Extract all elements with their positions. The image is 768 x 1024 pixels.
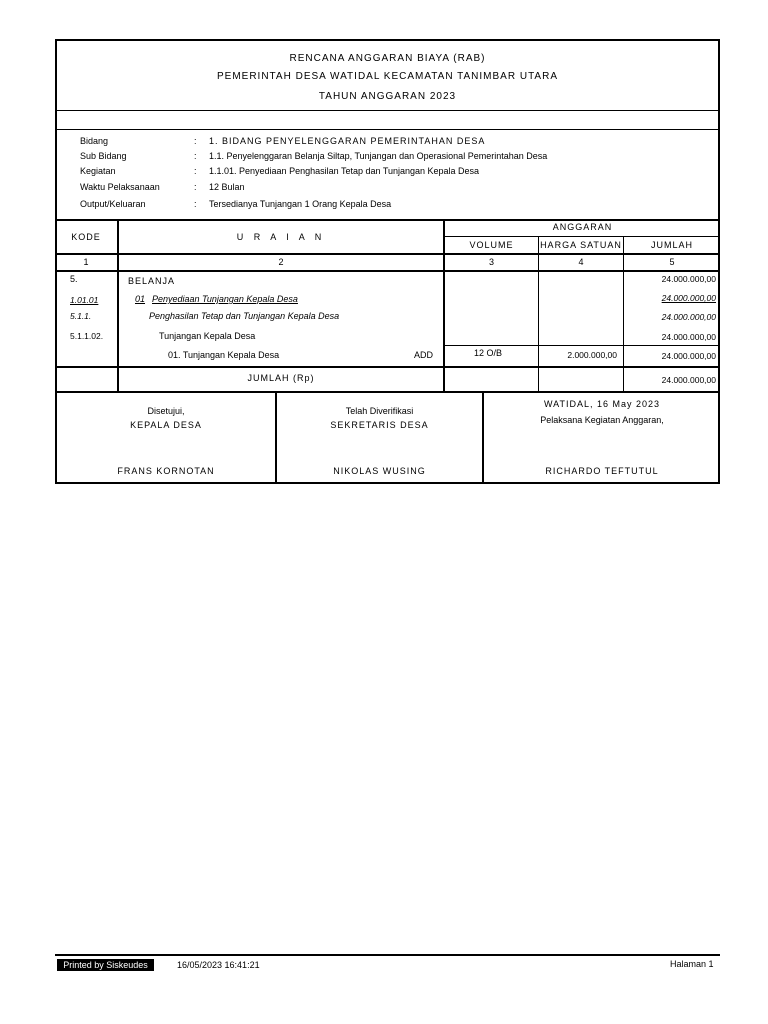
col-header-kode: KODE [71, 232, 101, 242]
col-header-anggaran: ANGGARAN [552, 222, 613, 232]
table-top-border [55, 219, 720, 221]
row-volume: 12 O/B [474, 348, 503, 358]
header-title: RENCANA ANGGARAN BIAYA (RAB) [289, 53, 486, 64]
info-label-kegiatan: Kegiatan [80, 166, 116, 176]
footer-printed-by: Printed by Siskeudes [57, 959, 154, 971]
col-number-2: 2 [278, 257, 284, 267]
divider [55, 110, 720, 111]
col-number-4: 4 [578, 257, 584, 267]
row-uraian: Tunjangan Kepala Desa [159, 331, 256, 341]
info-label-bidang: Bidang [80, 136, 109, 146]
row-uraian: BELANJA [128, 276, 176, 286]
table-number-border [55, 270, 720, 272]
signature-verified-label: Telah Diverifikasi [345, 406, 414, 416]
info-colon: : [194, 182, 197, 192]
row-uraian: Penghasilan Tetap dan Tunjangan Kepala Desa [149, 311, 340, 321]
anggaran-divider [444, 236, 720, 237]
signature-approved-name: FRANS KORNOTAN [117, 466, 215, 476]
col-header-uraian: U R A I A N [236, 232, 326, 242]
table-body-border [55, 366, 720, 368]
signature-approved-label: Disetujui, [147, 406, 185, 416]
footer-page-number: Halaman 1 [670, 959, 714, 969]
info-value-bidang: 1. BIDANG PENYELENGGARAN PEMERINTAHAN DESA [209, 136, 486, 146]
row-kode: 5. [70, 274, 78, 284]
col-header-harga-satuan: HARGA SATUAN [540, 240, 622, 250]
info-value-output: Tersedianya Tunjangan 1 Orang Kepala Desa [209, 199, 392, 209]
row-kode: 5.1.1.02. [70, 331, 104, 341]
signature-place-date: WATIDAL, 16 May 2023 [543, 399, 661, 409]
row-jumlah: 24.000.000,00 [661, 332, 716, 342]
col-number-3: 3 [488, 257, 494, 267]
total-value: 24.000.000,00 [661, 375, 716, 385]
col-header-volume: VOLUME [469, 240, 514, 250]
col-number-1: 1 [83, 257, 89, 267]
row-uraian: 01. Tunjangan Kepala Desa [168, 350, 280, 360]
signature-verified-role: SEKRETARIS DESA [330, 420, 429, 430]
row-harga-satuan: 2.000.000,00 [567, 350, 617, 360]
row-jumlah: 24.000.000,00 [661, 293, 716, 303]
row-jumlah: 24.000.000,00 [661, 312, 716, 322]
total-label: JUMLAH (Rp) [247, 373, 315, 383]
row-jumlah: 24.000.000,00 [661, 351, 716, 361]
info-label-sub-bidang: Sub Bidang [80, 151, 127, 161]
footer-timestamp: 16/05/2023 16:41:21 [177, 960, 260, 970]
signature-executor-role: Pelaksana Kegiatan Anggaran, [540, 415, 664, 425]
info-colon: : [194, 199, 197, 209]
signature-verified-name: NIKOLAS WUSING [333, 466, 426, 476]
info-colon: : [194, 136, 197, 146]
info-value-kegiatan: 1.1.01. Penyediaan Penghasilan Tetap dan Tunjangan Kepala Desa [209, 166, 480, 176]
header-year: TAHUN ANGGARAN 2023 [318, 91, 457, 102]
col-divider-kode [117, 219, 119, 392]
row-divider [444, 345, 720, 346]
info-label-waktu: Waktu Pelaksanaan [80, 182, 160, 192]
info-value-sub-bidang: 1.1. Penyelenggaran Belanja Siltap, Tunjangan dan Operasional Pemerintahan Desa [209, 151, 548, 161]
row-kode: 5.1.1. [70, 311, 92, 321]
col-number-5: 5 [669, 257, 675, 267]
row-uraian: Penyediaan Tunjangan Kepala Desa [152, 294, 298, 304]
col-header-jumlah: JUMLAH [650, 240, 693, 250]
info-label-output: Output/Keluaran [80, 199, 146, 209]
header-government: PEMERINTAH DESA WATIDAL KECAMATAN TANIMBAR UTARA [217, 71, 558, 82]
info-value-waktu: 12 Bulan [209, 182, 245, 192]
info-colon: : [194, 166, 197, 176]
info-colon: : [194, 151, 197, 161]
row-source: ADD [414, 350, 434, 360]
signature-executor-name: RICHARDO TEFTUTUL [545, 466, 659, 476]
table-header-border [55, 253, 720, 255]
table-bottom-border [55, 391, 720, 393]
row-jumlah: 24.000.000,00 [661, 274, 716, 284]
row-kode: 1.01.01 [70, 295, 99, 305]
footer-line [55, 954, 720, 956]
row-prefix: 01 [135, 294, 146, 304]
signature-approved-role: KEPALA DESA [130, 420, 202, 430]
divider [55, 129, 720, 130]
